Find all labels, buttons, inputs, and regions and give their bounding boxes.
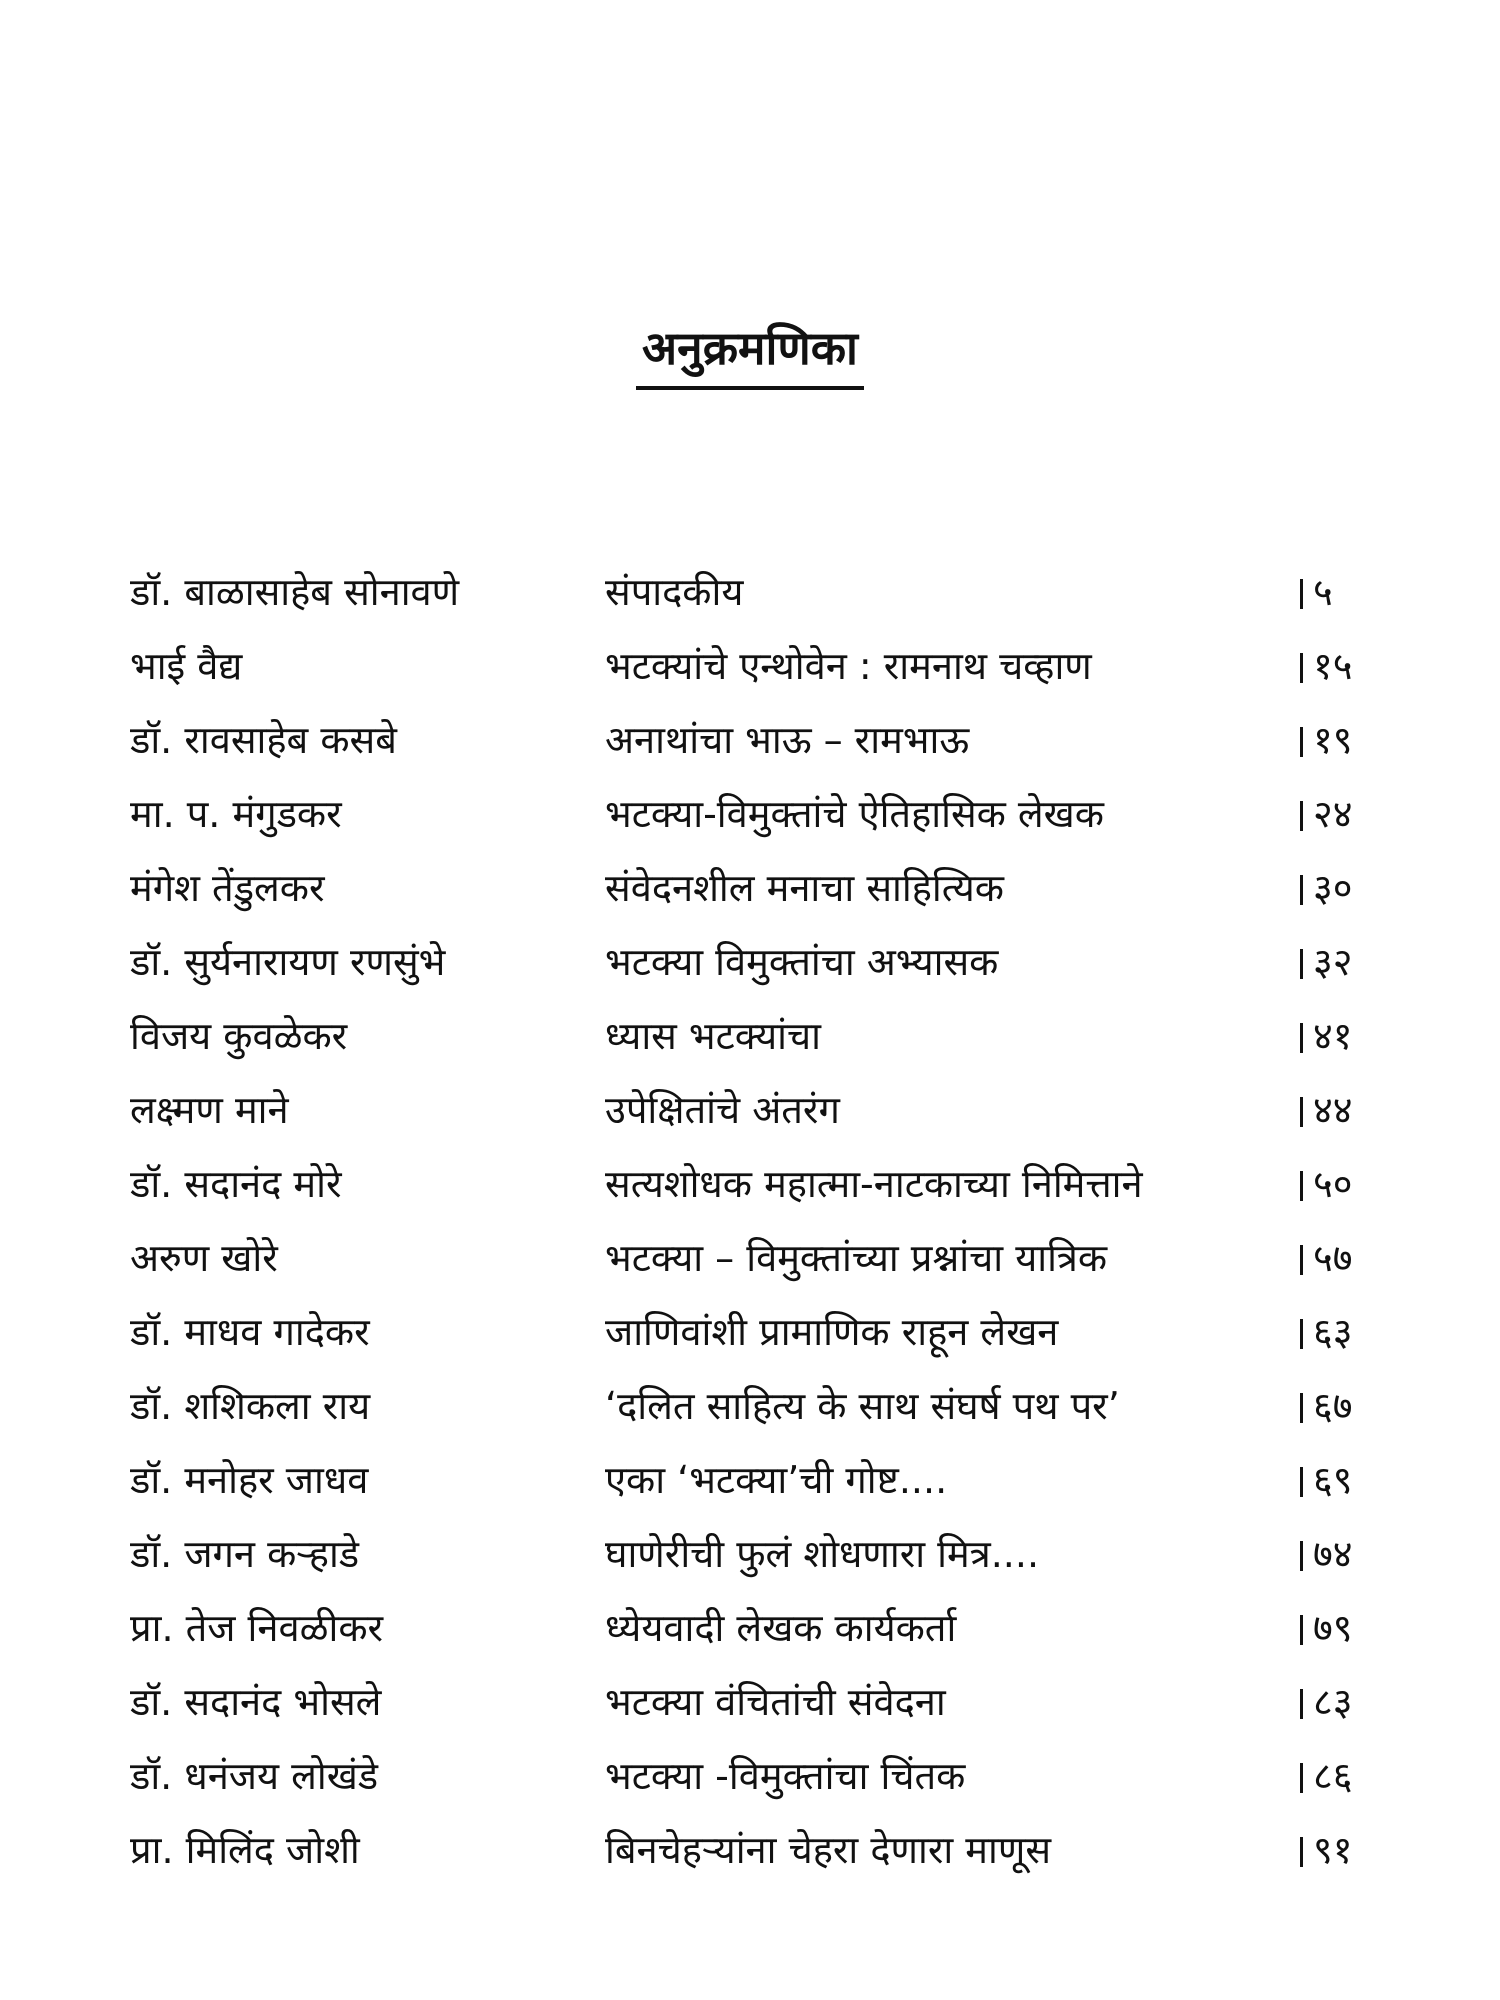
toc-essay-title: संवेदनशील मनाचा साहित्यिक: [605, 866, 1004, 910]
toc-essay-title: भटक्या वंचितांची संवेदना: [605, 1680, 946, 1724]
toc-author: डॉ. सदानंद मोरे: [130, 1162, 342, 1206]
toc-author: डॉ. धनंजय लोखंडे: [130, 1754, 379, 1798]
toc-essay-title: संपादकीय: [605, 570, 744, 614]
toc-essay-title: ‘दलित साहित्य के साथ संघर्ष पथ पर’: [605, 1384, 1120, 1428]
toc-essay-title: बिनचेहऱ्यांना चेहरा देणारा माणूस: [605, 1828, 1052, 1872]
page-number-value: ९१: [1313, 1828, 1353, 1872]
toc-author: डॉ. शशिकला राय: [130, 1384, 371, 1428]
toc-page-number: [1300, 1813, 1390, 1887]
page-separator-bar: [1300, 1245, 1303, 1275]
page-number-value: १९: [1313, 718, 1353, 762]
page-separator-bar: [1300, 949, 1303, 979]
page-separator-bar: [1300, 875, 1303, 905]
toc-author: लक्ष्मण माने: [130, 1088, 289, 1132]
toc-page-number: [1300, 1739, 1390, 1813]
page-separator-bar: [1300, 579, 1303, 609]
page-separator-bar: [1300, 653, 1303, 683]
toc-essay-title: ध्येयवादी लेखक कार्यकर्ता: [605, 1606, 957, 1650]
toc-page-number: [1300, 1517, 1390, 1591]
toc-row: [130, 1591, 1390, 1665]
toc-essay-title: जाणिवांशी प्रामाणिक राहून लेखन: [605, 1310, 1059, 1354]
page-number-value: ४४: [1313, 1088, 1353, 1132]
page-number-value: ५७: [1313, 1236, 1353, 1280]
toc-essay-title: भटक्या -विमुक्तांचा चिंतक: [605, 1754, 966, 1798]
toc-essay-title: सत्यशोधक महात्मा-नाटकाच्या निमित्ताने: [605, 1162, 1143, 1206]
toc-page-number: [1300, 629, 1390, 703]
toc-page-number: [1300, 999, 1390, 1073]
page-number-value: १५: [1313, 644, 1353, 688]
page-title: अनुक्रमणिका: [636, 318, 864, 390]
toc-page-number: [1300, 1221, 1390, 1295]
toc-essay-title: भटक्या – विमुक्तांच्या प्रश्नांचा यात्रिक: [605, 1236, 1108, 1280]
toc-row: [130, 999, 1390, 1073]
toc-row: [130, 1369, 1390, 1443]
toc-page-number: [1300, 1147, 1390, 1221]
page-number-value: २४: [1313, 792, 1353, 836]
toc-row: [130, 1813, 1390, 1887]
toc-author: मंगेश तेंडुलकर: [130, 866, 325, 910]
page-number-value: ७४: [1313, 1532, 1353, 1576]
page-separator-bar: [1300, 1541, 1303, 1571]
page-separator-bar: [1300, 1615, 1303, 1645]
toc-row: [130, 851, 1390, 925]
toc-essay-title: भटक्या विमुक्तांचा अभ्यासक: [605, 940, 999, 984]
toc-author: डॉ. सुर्यनारायण रणसुंभे: [130, 940, 446, 984]
toc-author: अरुण खोरे: [130, 1236, 278, 1280]
toc-row: [130, 629, 1390, 703]
toc-essay-title: घाणेरीची फुलं शोधणारा मित्र....: [605, 1532, 1040, 1576]
page-separator-bar: [1300, 1023, 1303, 1053]
page-number-value: ५: [1313, 570, 1333, 614]
page-separator-bar: [1300, 1467, 1303, 1497]
toc-author: मा. प. मंगुडकर: [130, 792, 342, 836]
toc-row: [130, 1073, 1390, 1147]
toc-author: प्रा. मिलिंद जोशी: [130, 1828, 360, 1872]
toc-row: [130, 1517, 1390, 1591]
toc-row: [130, 703, 1390, 777]
toc-author: प्रा. तेज निवळीकर: [130, 1606, 384, 1650]
toc-author: डॉ. जगन कऱ्हाडे: [130, 1532, 360, 1576]
toc-page-number: [1300, 777, 1390, 851]
toc-page-number: [1300, 1073, 1390, 1147]
toc-row: [130, 925, 1390, 999]
page-number-value: ६३: [1313, 1310, 1353, 1354]
toc-page-number: [1300, 703, 1390, 777]
toc-essay-title: ध्यास भटक्यांचा: [605, 1014, 821, 1058]
page-separator-bar: [1300, 1763, 1303, 1793]
toc-page-number: [1300, 1591, 1390, 1665]
toc-list: [130, 555, 1390, 1887]
toc-row: [130, 1739, 1390, 1813]
page-separator-bar: [1300, 1837, 1303, 1867]
toc-author: डॉ. बाळासाहेब सोनावणे: [130, 570, 460, 614]
page-number-value: ५०: [1313, 1162, 1353, 1206]
toc-page-number: [1300, 925, 1390, 999]
toc-author: विजय कुवळेकर: [130, 1014, 348, 1058]
toc-row: [130, 1443, 1390, 1517]
page-number-value: ६७: [1313, 1384, 1353, 1428]
page-number-value: ३२: [1313, 940, 1353, 984]
toc-essay-title: उपेक्षितांचे अंतरंग: [605, 1088, 840, 1132]
toc-page-number: [1300, 1665, 1390, 1739]
toc-essay-title: भटक्या-विमुक्तांचे ऐतिहासिक लेखक: [605, 792, 1104, 836]
toc-row: [130, 1665, 1390, 1739]
toc-essay-title: भटक्यांचे एन्थोवेन : रामनाथ चव्हाण: [605, 644, 1092, 688]
toc-essay-title: अनाथांचा भाऊ – रामभाऊ: [605, 718, 970, 762]
toc-page-number: [1300, 851, 1390, 925]
page-separator-bar: [1300, 1689, 1303, 1719]
page-separator-bar: [1300, 801, 1303, 831]
toc-author: डॉ. मनोहर जाधव: [130, 1458, 369, 1502]
toc-author: डॉ. रावसाहेब कसबे: [130, 718, 397, 762]
toc-essay-title: एका ‘भटक्या’ची गोष्ट....: [605, 1458, 948, 1502]
page-number-value: ३०: [1313, 866, 1353, 910]
title-wrap: [0, 318, 1500, 390]
page-separator-bar: [1300, 1171, 1303, 1201]
toc-row: [130, 555, 1390, 629]
page-separator-bar: [1300, 1097, 1303, 1127]
toc-page-number: [1300, 1443, 1390, 1517]
page-number-value: ८६: [1313, 1754, 1353, 1798]
toc-row: [130, 1147, 1390, 1221]
page-separator-bar: [1300, 727, 1303, 757]
page-number-value: ६९: [1313, 1458, 1353, 1502]
toc-page-number: [1300, 1295, 1390, 1369]
toc-row: [130, 1295, 1390, 1369]
page-number-value: ८३: [1313, 1680, 1353, 1724]
toc-author: डॉ. सदानंद भोसले: [130, 1680, 382, 1724]
toc-author: डॉ. माधव गादेकर: [130, 1310, 370, 1354]
page-number-value: ७९: [1313, 1606, 1353, 1650]
toc-page-number: [1300, 555, 1390, 629]
page-separator-bar: [1300, 1393, 1303, 1423]
toc-page-number: [1300, 1369, 1390, 1443]
page-number-value: ४१: [1313, 1014, 1353, 1058]
page-separator-bar: [1300, 1319, 1303, 1349]
toc-row: [130, 1221, 1390, 1295]
toc-author: भाई वैद्य: [130, 644, 243, 688]
toc-row: [130, 777, 1390, 851]
